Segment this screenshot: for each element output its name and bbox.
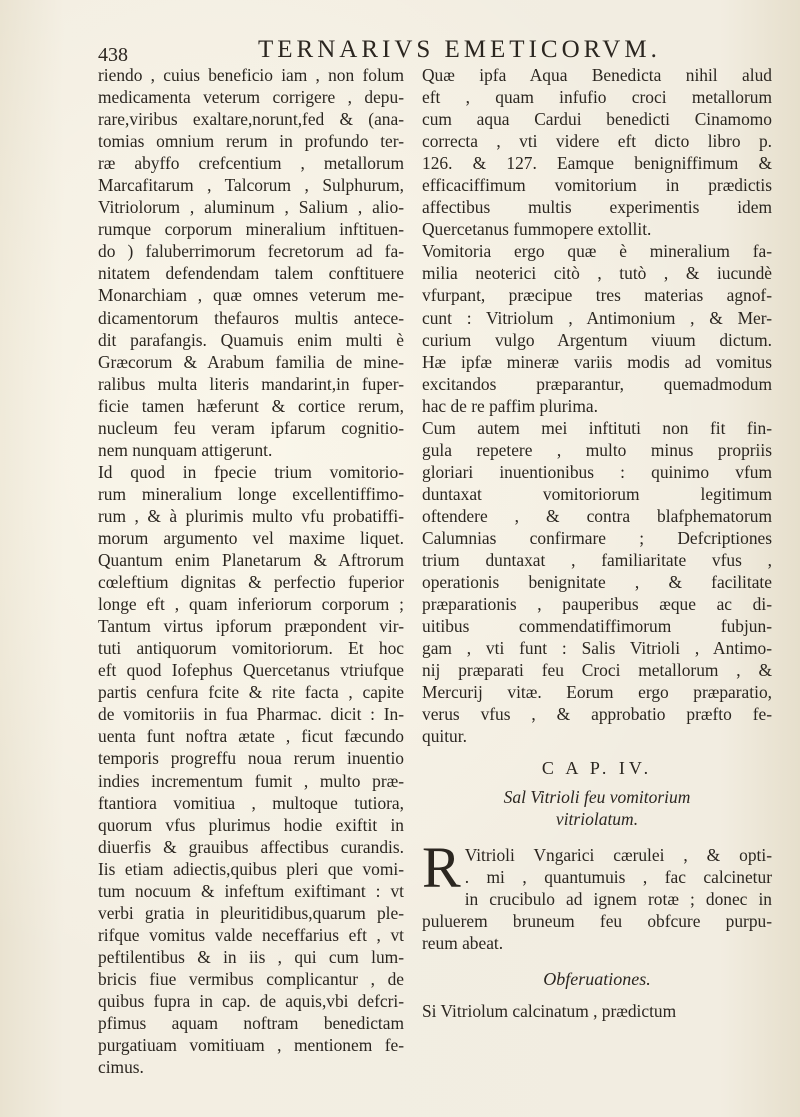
right-column-text-line: vfurpant, præcipue tres materias agnof- (422, 285, 772, 306)
left-column-text-line: tuti antiquorum vomitoriorum. Et hoc (98, 638, 404, 659)
recipe-text-line: Vitrioli Vngarici cærulei , & opti- (464, 844, 772, 865)
right-column-text-line: Cum autem mei inftituti non fit fin- (422, 417, 772, 438)
recipe-text-line: reum abeat. (422, 932, 504, 953)
left-column-text-line: eft quod Iofephus Quercetanus vtriufque (98, 660, 404, 681)
left-column-text-line: partis cenfura fcite & rite facta , capite (98, 682, 404, 703)
right-column-text-line: Quercetanus fummopere extollit. (422, 219, 652, 240)
left-column-text-line: tum nocuum & infeftum exiftimant : vt (98, 880, 404, 901)
chapter-title-line-1: Sal Vitrioli feu vomitorium (503, 786, 691, 807)
left-column-text-line: ralibus multa literis mandarint,in fuper- (98, 373, 404, 394)
left-column-text-line: quorum vfus plurimus hodie exiftit in (98, 814, 404, 835)
left-column-text-line: rare,viribus exaltare,norunt,fed & (ana- (98, 109, 404, 130)
left-column-text-line: ftantiora vomitiua , multoque tutiora, (98, 792, 404, 813)
right-column (422, 64, 772, 1022)
left-column-text-line: medicamenta veterum corrigere , depu- (98, 87, 404, 108)
left-column-text-line: Id quod in fpecie trium vomitorio- (98, 461, 404, 482)
running-head: TERNARIVS EMETICORVM. (258, 36, 661, 63)
page-header (98, 34, 760, 64)
right-column-text-line: quitur. (422, 726, 467, 747)
right-column-text-line: correcta , vti videre eft dicto libro p. (422, 131, 772, 152)
left-column-text-line: dicamentorum thefauros multis antece- (98, 307, 404, 328)
right-column-text-line: uitibus commendatiffimorum fubjun- (422, 616, 772, 637)
left-column-text-line: Marcafitarum , Talcorum , Sulphurum, (98, 175, 404, 196)
observationes-first-line: Si Vitriolum calcinatum , prædictum (422, 1000, 677, 1021)
right-column-text-line: nij præparati feu Croci metallorum , & (422, 660, 772, 681)
right-column-text-line: milia neoterici citò , tutò , & iucundè (422, 263, 772, 284)
left-column-text-line: tomias omnium rerum in profundo ter- (98, 131, 404, 152)
observationes-heading: Obferuationes. (543, 968, 651, 989)
chapter-title-line-2: vitriolatum. (555, 808, 639, 829)
right-column-text-line: oftendere , & contra blafphematorum (422, 505, 772, 526)
right-column-text-line: cum aqua Cardui benedicti Cinamomo (422, 109, 772, 130)
left-column-text-line: morum argumento vel maxime liquet. (98, 527, 404, 548)
left-column-text-line: nem nunquam attigerunt. (98, 439, 273, 460)
left-column-text-line: nitatem defendendam talem conftituere (98, 263, 404, 284)
right-column-text-line: affectibus multis experimentis idem (422, 197, 772, 218)
right-column-text-line: gula repetere , multo minus propriis (422, 439, 772, 460)
left-column-text-line: do ) faluberrimorum fecretorum ad fa- (98, 241, 404, 262)
right-column-text-line: gloriari inuentionibus : quinimo vfum (422, 461, 772, 482)
recipe-lines (422, 834, 772, 954)
left-column-text-line: quibus fupra in cap. de aquis,vbi defcri- (98, 990, 404, 1011)
right-column-text-line: Calumnias confirmare ; Defcriptiones (422, 527, 772, 548)
right-column-text-line: gam , vti funt : Salis Vitrioli , Antimo- (422, 638, 772, 659)
recipe-text-line: in crucibulo ad ignem rotæ ; donec in (464, 888, 772, 909)
left-column-text-line: rum mineralium longe excellentiffimo- (98, 483, 404, 504)
left-column-text-line: rumque corporum mineralium inftituen- (98, 219, 404, 240)
left-column-text-line: de vomitoriis in fua Pharmac. dicit : In- (98, 704, 404, 725)
left-column-text-line: Græcorum & Arabum familia de mine- (98, 351, 404, 372)
right-column-text-line: eft , quam infufio croci metallorum (422, 87, 772, 108)
right-column-text (422, 64, 772, 747)
left-column-text-line: indies incrementum fumit , multo præ- (98, 770, 404, 791)
right-column-text-line: excitandos præparantur, quemadmodum (422, 373, 772, 394)
left-column-text-line: diuerfis & grauibus affectibus curandis. (98, 836, 404, 857)
left-column (98, 64, 404, 1078)
right-column-text-line: Quæ ipfa Aqua Benedicta nihil alud (422, 65, 772, 85)
left-column-text-line: riendo , cuius beneficio iam , non folum (98, 65, 404, 85)
left-column-text-line: purgatiuam vomitiuam , mentionem fe- (98, 1035, 404, 1056)
left-column-text-line: bricis fiue vermibus complicantur , de (98, 968, 404, 989)
left-column-text-line: nucleum feu veram ipfarum cognitio- (98, 417, 404, 438)
right-column-text-line: curium vulgo Argentum viuum dictum. (422, 329, 772, 350)
right-column-text-line: duntaxat vomitoriorum legitimum (422, 483, 772, 504)
left-column-text-line: ræ abyffo crefcentium , metallorum (98, 153, 404, 174)
left-column-text-line: temporis progreffu noua rerum inuentio (98, 748, 404, 769)
left-column-text-line: Quantum enim Planetarum & Aftrorum (98, 550, 404, 571)
left-column-text-line: peftilentibus & in iis , qui cum lum- (98, 946, 404, 967)
recipe-text-line: . mi , quantumuis , fac calcinetur (464, 866, 772, 887)
left-column-text-line: ficie tamen hæferunt & cortice rerum, (98, 395, 404, 416)
right-column-text-line: præparationis , pauperibus æque ac di- (422, 594, 772, 615)
right-column-text-line: Vomitoria ergo quæ è mineralium fa- (422, 241, 772, 262)
left-column-text-line: dit parafangis. Quamuis enim multi è (98, 329, 404, 350)
left-column-text-line: Tantum virtus ipforum præpondent vir- (98, 616, 404, 637)
left-column-text-line: longe eft , quam inferiorum corporum ; (98, 594, 404, 615)
left-column-text-line: rifque vomitus valde neceffarius eft , vt (98, 924, 404, 945)
left-column-text-line: Vitriolorum , aluminum , Salium , alio- (98, 197, 404, 218)
right-column-text-line: 126. & 127. Eamque benigniffimum & (422, 153, 772, 174)
left-column-text-line: Monarchiam , quæ omnes veterum me- (98, 285, 404, 306)
right-column-text-line: Hæ ipfæ mineræ variis modis ad vomitus (422, 351, 772, 372)
right-column-text-line: trium duntaxat , familiaritate vfus , (422, 550, 772, 571)
left-column-text-line: pfimus aquam noftram benedictam (98, 1013, 404, 1034)
left-column-text-line: Iis etiam adiectis,quibus pleri que vomi- (98, 858, 404, 879)
left-column-text-line: cœleftium dignitas & perfectio fuperior (98, 572, 404, 593)
chapter-heading: C A P. IV. (541, 758, 653, 779)
right-column-text-line: efficaciffimum vomitorium in prædictis (422, 175, 772, 196)
left-column-text-line: uenta funt noftra ætate , ficut fæcundo (98, 726, 404, 747)
left-column-text-line: verbi gratia in pleuritidibus,quarum ple- (98, 902, 404, 923)
right-column-text-line: verus vfus , & approbatio præfto fe- (422, 704, 772, 725)
recipe-text-line: puluerem bruneum feu obfcure purpu- (422, 910, 772, 931)
right-column-text-line: cunt : Vitriolum , Antimonium , & Mer- (422, 307, 772, 328)
right-column-text-line: hac de re paffim plurima. (422, 395, 598, 416)
left-column-text-line: cimus. (98, 1057, 144, 1078)
right-column-text-line: Mercurij vitæ. Eorum ergo præparatio, (422, 682, 772, 703)
right-column-text-line: operationis benignitate , & facilitate (422, 572, 772, 593)
recipe-paragraph (422, 834, 772, 954)
drop-cap: R (422, 834, 461, 900)
page-number: 438 (98, 44, 128, 66)
left-column-text-line: rum , & à plurimis multo vfu probatiffi- (98, 505, 404, 526)
